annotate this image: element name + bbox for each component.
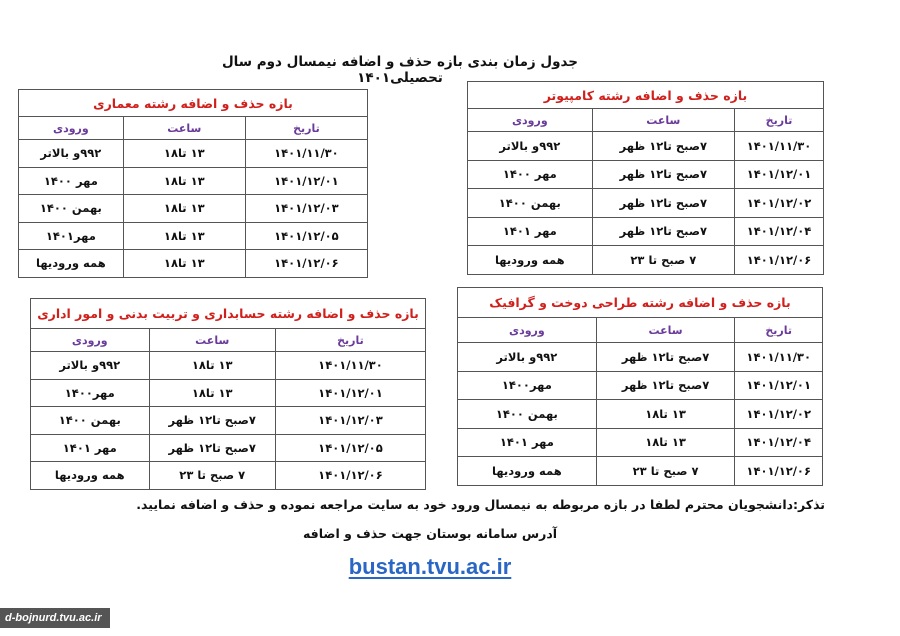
date-cell: ۱۴۰۱/۱۲/۰۴ bbox=[735, 428, 823, 457]
entry-cell: مهر۱۴۰۰ bbox=[458, 371, 597, 400]
time-cell: ۷صبح تا۱۲ ظهر bbox=[592, 217, 734, 246]
time-cell: ۱۳ تا۱۸ bbox=[149, 352, 275, 380]
date-cell: ۱۴۰۱/۱۱/۳۰ bbox=[245, 140, 367, 168]
time-cell: ۱۳ تا۱۸ bbox=[123, 250, 245, 278]
table-row bbox=[468, 217, 824, 246]
time-cell: ۷ صبح تا ۲۳ bbox=[592, 246, 734, 275]
table-row bbox=[458, 457, 823, 486]
bustan-site-link[interactable]: bustan.tvu.ac.ir bbox=[348, 554, 512, 579]
page-title: جدول زمان بندی بازه حذف و اضافه نیمسال دوم سال تحصیلی۱۴۰۱ bbox=[221, 54, 579, 86]
table-row bbox=[31, 434, 426, 462]
time-cell: ۱۳ تا۱۸ bbox=[596, 428, 735, 457]
table-row bbox=[31, 379, 426, 407]
date-cell: ۱۴۰۱/۱۲/۰۵ bbox=[275, 434, 425, 462]
table-row bbox=[19, 222, 368, 250]
time-cell: ۱۳ تا۱۸ bbox=[123, 140, 245, 168]
entry-cell: بهمن ۱۴۰۰ bbox=[19, 195, 124, 223]
table-row bbox=[19, 167, 368, 195]
date-cell: ۱۴۰۱/۱۲/۰۶ bbox=[275, 462, 425, 490]
date-cell: ۱۴۰۱/۱۲/۰۱ bbox=[245, 167, 367, 195]
table-title: بازه حذف و اضافه رشته حسابداری و تربیت بدنی و امور اداری bbox=[31, 299, 426, 329]
column-header-entry: ورودی bbox=[468, 109, 593, 132]
sewing-graphics-schedule-table bbox=[457, 287, 823, 486]
time-cell: ۷ صبح تا ۲۳ bbox=[149, 462, 275, 490]
table-row bbox=[31, 407, 426, 435]
time-cell: ۱۳ تا۱۸ bbox=[123, 222, 245, 250]
table-row bbox=[458, 343, 823, 372]
entry-cell: همه ورودیها bbox=[19, 250, 124, 278]
column-header-time: ساعت bbox=[596, 318, 735, 343]
entry-cell: ۹۹۲و بالاتر bbox=[19, 140, 124, 168]
column-header-date: تاریخ bbox=[275, 329, 425, 352]
date-cell: ۱۴۰۱/۱۱/۳۰ bbox=[735, 343, 823, 372]
time-cell: ۷صبح تا۱۲ ظهر bbox=[592, 160, 734, 189]
address-label: آدرس سامانه بوستان جهت حذف و اضافه bbox=[302, 526, 558, 541]
date-cell: ۱۴۰۱/۱۲/۰۲ bbox=[735, 189, 824, 218]
date-cell: ۱۴۰۱/۱۲/۰۳ bbox=[245, 195, 367, 223]
entry-cell: مهر ۱۴۰۰ bbox=[19, 167, 124, 195]
computer-schedule-table bbox=[467, 81, 824, 275]
entry-cell: همه ورودیها bbox=[468, 246, 593, 275]
table-row bbox=[19, 140, 368, 168]
table-title: بازه حذف و اضافه رشته معماری bbox=[19, 90, 368, 117]
date-cell: ۱۴۰۱/۱۲/۰۱ bbox=[735, 160, 824, 189]
entry-cell: مهر۱۴۰۱ bbox=[19, 222, 124, 250]
entry-cell: مهر ۱۴۰۱ bbox=[31, 434, 150, 462]
time-cell: ۱۳ تا۱۸ bbox=[123, 195, 245, 223]
table-row bbox=[19, 195, 368, 223]
entry-cell: مهر۱۴۰۰ bbox=[31, 379, 150, 407]
date-cell: ۱۴۰۱/۱۲/۰۲ bbox=[735, 400, 823, 429]
entry-cell: ۹۹۲و بالاتر bbox=[458, 343, 597, 372]
time-cell: ۷صبح تا۱۲ ظهر bbox=[596, 371, 735, 400]
date-cell: ۱۴۰۱/۱۲/۰۶ bbox=[735, 246, 824, 275]
table-title: بازه حذف و اضافه رشته طراحی دوخت و گرافیک bbox=[458, 288, 823, 318]
column-header-entry: ورودی bbox=[19, 117, 124, 140]
date-cell: ۱۴۰۱/۱۲/۰۵ bbox=[245, 222, 367, 250]
date-cell: ۱۴۰۱/۱۱/۳۰ bbox=[275, 352, 425, 380]
time-cell: ۷صبح تا۱۲ ظهر bbox=[149, 407, 275, 435]
entry-cell: بهمن ۱۴۰۰ bbox=[458, 400, 597, 429]
time-cell: ۱۳ تا۱۸ bbox=[596, 400, 735, 429]
entry-cell: مهر ۱۴۰۱ bbox=[458, 428, 597, 457]
table-row bbox=[468, 132, 824, 161]
accounting-schedule-table bbox=[30, 298, 426, 490]
entry-cell: مهر ۱۴۰۱ bbox=[468, 217, 593, 246]
column-header-date: تاریخ bbox=[735, 109, 824, 132]
entry-cell: بهمن ۱۴۰۰ bbox=[468, 189, 593, 218]
site-watermark: d-bojnurd.tvu.ac.ir bbox=[0, 608, 110, 628]
date-cell: ۱۴۰۱/۱۲/۰۱ bbox=[735, 371, 823, 400]
column-header-date: تاریخ bbox=[245, 117, 367, 140]
column-header-time: ساعت bbox=[149, 329, 275, 352]
entry-cell: همه ورودیها bbox=[458, 457, 597, 486]
entry-cell: ۹۹۲و بالاتر bbox=[31, 352, 150, 380]
time-cell: ۷ صبح تا ۲۳ bbox=[596, 457, 735, 486]
time-cell: ۷صبح تا۱۲ ظهر bbox=[592, 132, 734, 161]
date-cell: ۱۴۰۱/۱۲/۰۱ bbox=[275, 379, 425, 407]
time-cell: ۷صبح تا۱۲ ظهر bbox=[596, 343, 735, 372]
table-row bbox=[31, 462, 426, 490]
table-row bbox=[468, 160, 824, 189]
date-cell: ۱۴۰۱/۱۲/۰۴ bbox=[735, 217, 824, 246]
table-row bbox=[31, 352, 426, 380]
date-cell: ۱۴۰۱/۱۲/۰۳ bbox=[275, 407, 425, 435]
table-row bbox=[468, 189, 824, 218]
table-row bbox=[458, 428, 823, 457]
column-header-date: تاریخ bbox=[735, 318, 823, 343]
column-header-entry: ورودی bbox=[31, 329, 150, 352]
entry-cell: ۹۹۲و بالاتر bbox=[468, 132, 593, 161]
reminder-note: تذکر:دانشجویان محترم لطفا در بازه مربوطه به نیمسال ورود خود به سایت مراجعه نموده و حذف و اضافه نمایید. bbox=[136, 497, 825, 512]
entry-cell: همه ورودیها bbox=[31, 462, 150, 490]
entry-cell: بهمن ۱۴۰۰ bbox=[31, 407, 150, 435]
column-header-time: ساعت bbox=[123, 117, 245, 140]
table-row bbox=[458, 400, 823, 429]
time-cell: ۷صبح تا۱۲ ظهر bbox=[592, 189, 734, 218]
architecture-schedule-table bbox=[18, 89, 368, 278]
entry-cell: مهر ۱۴۰۰ bbox=[468, 160, 593, 189]
column-header-entry: ورودی bbox=[458, 318, 597, 343]
table-row bbox=[19, 250, 368, 278]
table-row bbox=[468, 246, 824, 275]
date-cell: ۱۴۰۱/۱۲/۰۶ bbox=[735, 457, 823, 486]
time-cell: ۱۳ تا۱۸ bbox=[123, 167, 245, 195]
column-header-time: ساعت bbox=[592, 109, 734, 132]
date-cell: ۱۴۰۱/۱۲/۰۶ bbox=[245, 250, 367, 278]
time-cell: ۷صبح تا۱۲ ظهر bbox=[149, 434, 275, 462]
date-cell: ۱۴۰۱/۱۱/۳۰ bbox=[735, 132, 824, 161]
table-title: بازه حذف و اضافه رشته کامپیوتر bbox=[468, 82, 824, 109]
table-row bbox=[458, 371, 823, 400]
time-cell: ۱۳ تا۱۸ bbox=[149, 379, 275, 407]
